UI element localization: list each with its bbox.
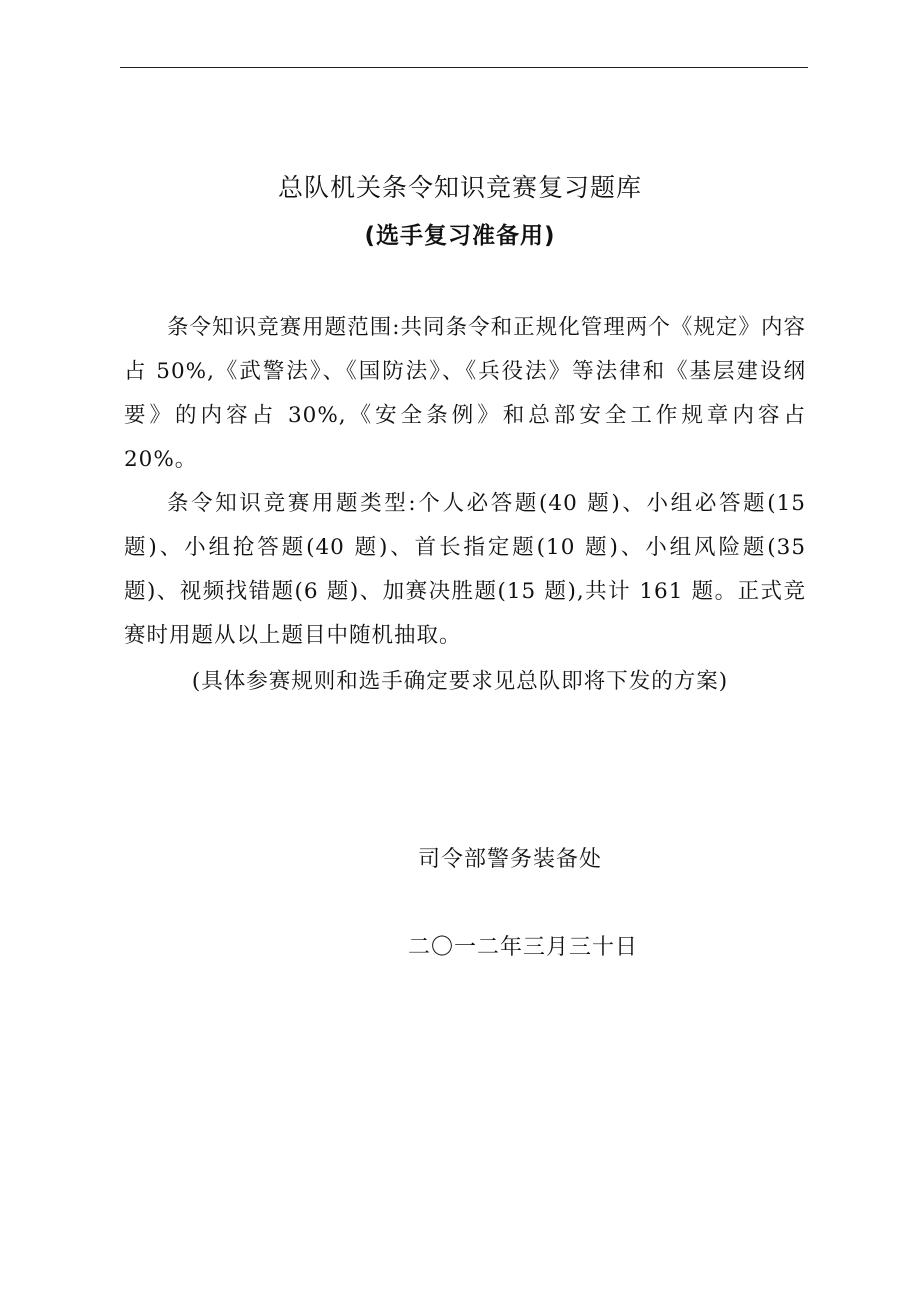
document-subtitle: (选手复习准备用) (364, 223, 556, 249)
paragraph-types-lead: 条令知识竞赛用题类型 (167, 491, 409, 516)
paragraph-scope-lead: 条令知识竞赛用题范围 (167, 315, 393, 340)
paragraph-types-body: :个人必答题(40 题)、小组必答题(15 题)、小组抢答题(40 题)、首长指定题(10 题)、小组风险题(35 题)、视频找错题(6 题)、加赛决胜题(15 题),共计 161 题。正式竞赛时用题从以上题目中随机抽取。 (124, 491, 806, 648)
paragraph-scope-body: :共同条令和正规化管理两个《规定》内容占 50%,《武警法》、《国防法》、《兵役法》等法律和《基层建设纲要》的内容占 30%,《安全条例》和总部安全工作规章内容占 20%。 (124, 315, 806, 472)
document-title: 总队机关条令知识竞赛复习题库 (277, 173, 642, 202)
rules-note: (具体参赛规则和选手确定要求见总队即将下发的方案) (191, 669, 729, 694)
paragraph-scope (124, 306, 806, 482)
issue-date: 二〇一二年三月三十日 (408, 935, 639, 960)
paragraph-types (124, 482, 806, 658)
signer: 司令部警务装备处 (418, 847, 603, 872)
header-rule (120, 67, 808, 68)
